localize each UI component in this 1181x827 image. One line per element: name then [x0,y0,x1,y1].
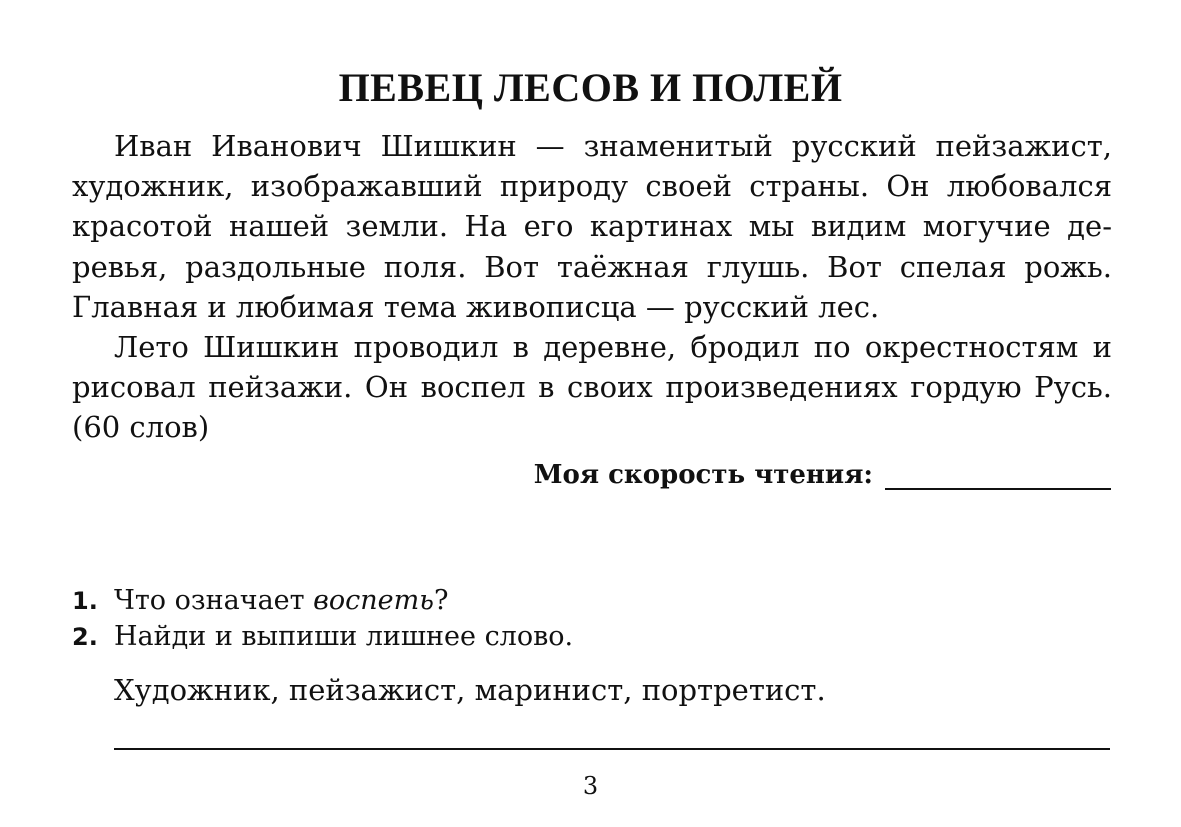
question-2 [72,620,573,654]
reading-speed-blank[interactable] [885,462,1111,490]
text-line: Лето Шишкин проводил в деревне, бродил по окрестностям и [114,330,1112,364]
page-number: 3 [582,772,599,800]
question-number: 1. [72,587,98,615]
reading-speed-label: Моя скорость чтения: [533,460,873,490]
text-line: рисовал пейзажи. Он воспел в своих произведениях гордую Русь. [72,370,1112,404]
question-punct: ? [433,585,449,616]
text-line: Иван Иванович Шишкин — знаменитый русский пейзажист, [114,129,1112,163]
question-text: Найди и выпиши лишнее слово. [114,621,574,652]
question-text: Что означает [114,585,314,616]
text-line: красотой нашей земли. На его картинах мы видим могучие де- [72,209,1112,243]
question-emphasis: воспеть [313,585,434,616]
reading-speed [534,460,1111,490]
question-number: 2. [72,623,98,651]
question-1 [72,584,448,618]
text-line: Главная и любимая тема живописца — русский лес. [72,290,880,324]
text-line: ревья, раздольные поля. Вот таёжная глушь. Вот спелая рожь. [72,250,1112,284]
word-count: (60 слов) [72,410,210,444]
page-title: ПЕВЕЦ ЛЕСОВ И ПОЛЕЙ [338,65,843,110]
word-list: Художник, пейзажист, маринист, портретист. [114,673,826,707]
answer-line[interactable] [114,748,1110,750]
text-line: художник, изображавший природу своей страны. Он любовался [72,169,1112,203]
